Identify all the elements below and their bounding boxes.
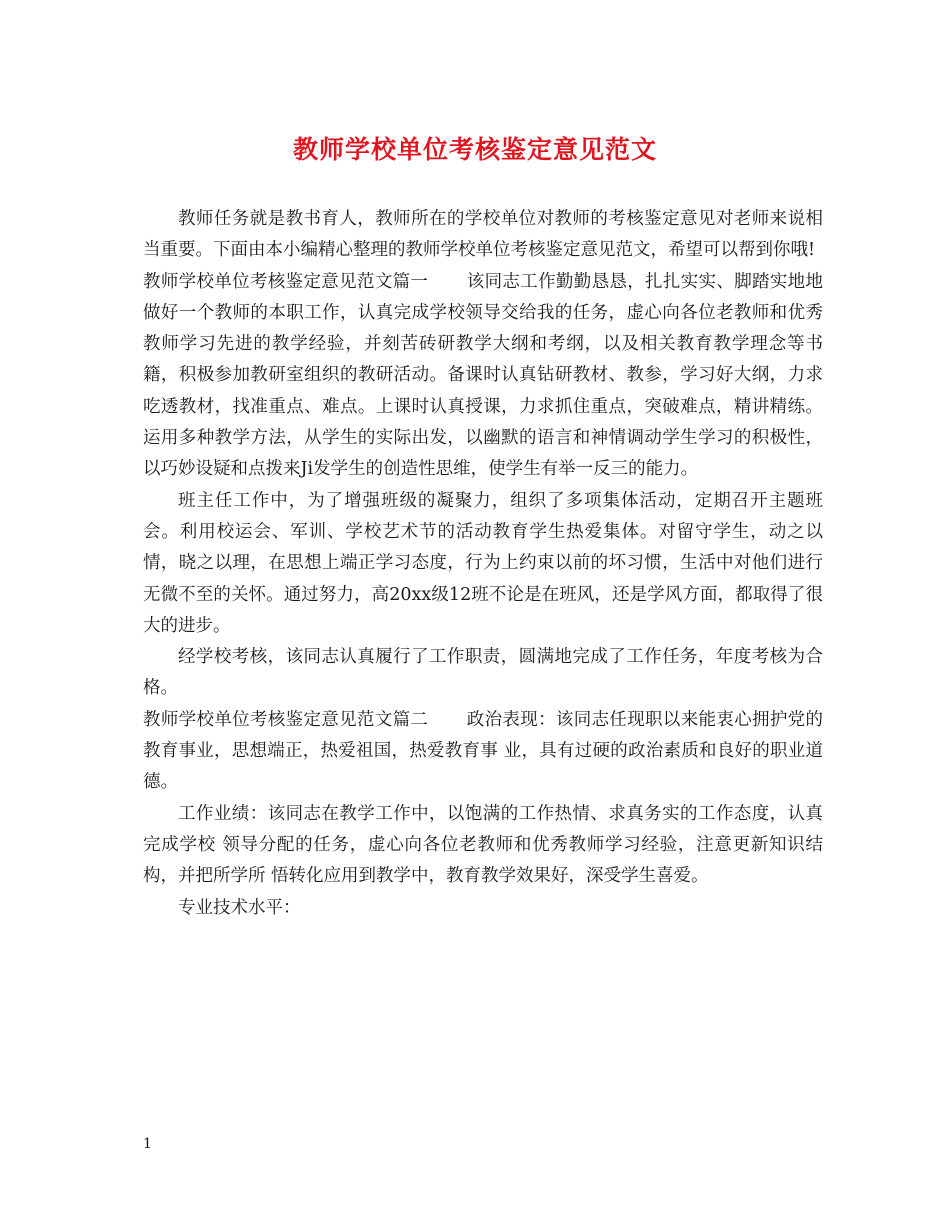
section2-paragraph-2: 工作业绩：该同志在教学工作中，以饱满的工作热情、求真务实的工作态度，认真完成学校 领导分配的任务，虚心向各位老教师和优秀教师学习经验，注意更新知识结构，并把所学所 悟转化应用到教学中，教育教学效果好，深受学生喜爱。	[143, 803, 823, 887]
page-number: 1	[143, 1136, 152, 1152]
section1-first-paragraph	[143, 267, 823, 486]
section1-heading: 教师学校单位考核鉴定意见范文篇一	[143, 271, 429, 292]
section1-paragraph-2: 班主任工作中，为了增强班级的凝聚力，组织了多项集体活动，定期召开主题班会。利用校运会、军训、学校艺术节的活动教育学生热爱集体。对留守学生，动之以情，晓之以理，在思想上端正学习态度，行为上约束以前的坏习惯，生活中对他们进行无微不至的关怀。通过努力，高20xx级12班不论是在班风，还是学风方面，都取得了很大的进步。	[143, 490, 823, 636]
section2-heading: 教师学校单位考核鉴定意见范文篇二	[143, 709, 429, 730]
document-title: 教师学校单位考核鉴定意见范文	[292, 135, 657, 164]
section2-paragraph-1: 政治表现：该同志任现职以来能衷心拥护党的教育事业，思想端正，热爱祖国，热爱教育事 业，具有过硬的政治素质和良好的职业道德。	[143, 709, 824, 793]
intro-paragraph: 教师任务就是教书育人，教师所在的学校单位对教师的考核鉴定意见对老师来说相当重要。下面由本小编精心整理的教师学校单位考核鉴定意见范文，希望可以帮到你哦!	[143, 209, 823, 261]
section2-paragraph-3: 专业技术水平：	[178, 897, 301, 918]
section2-first-paragraph	[143, 705, 823, 799]
document-body	[143, 204, 823, 924]
section1-paragraph-3: 经学校考核，该同志认真履行了工作职责，圆满地完成了工作任务，年度考核为合格。	[143, 647, 823, 699]
section1-paragraph-1: 该同志工作勤勤恳恳，扎扎实实、脚踏实地地做好一个教师的本职工作，认真完成学校领导交给我的任务，虚心向各位老教师和优秀教师学习先进的教学经验，并刻苦砖研教学大纲和考纲，以及相关教育教学理念等书籍，积极参加教研室组织的教研活动。备课时认真钻研教材、教参，学习好大纲，力求吃透教材，找准重点、难点。上课时认真授课，力求抓住重点，突破难点，精讲精练。运用多种教学方法，从学生的实际出发，以幽默的语言和神情调动学生学习的积极性，以巧妙设疑和点拨来Ji发学生的创造性思维，使学生有举一反三的能力。	[143, 271, 824, 480]
